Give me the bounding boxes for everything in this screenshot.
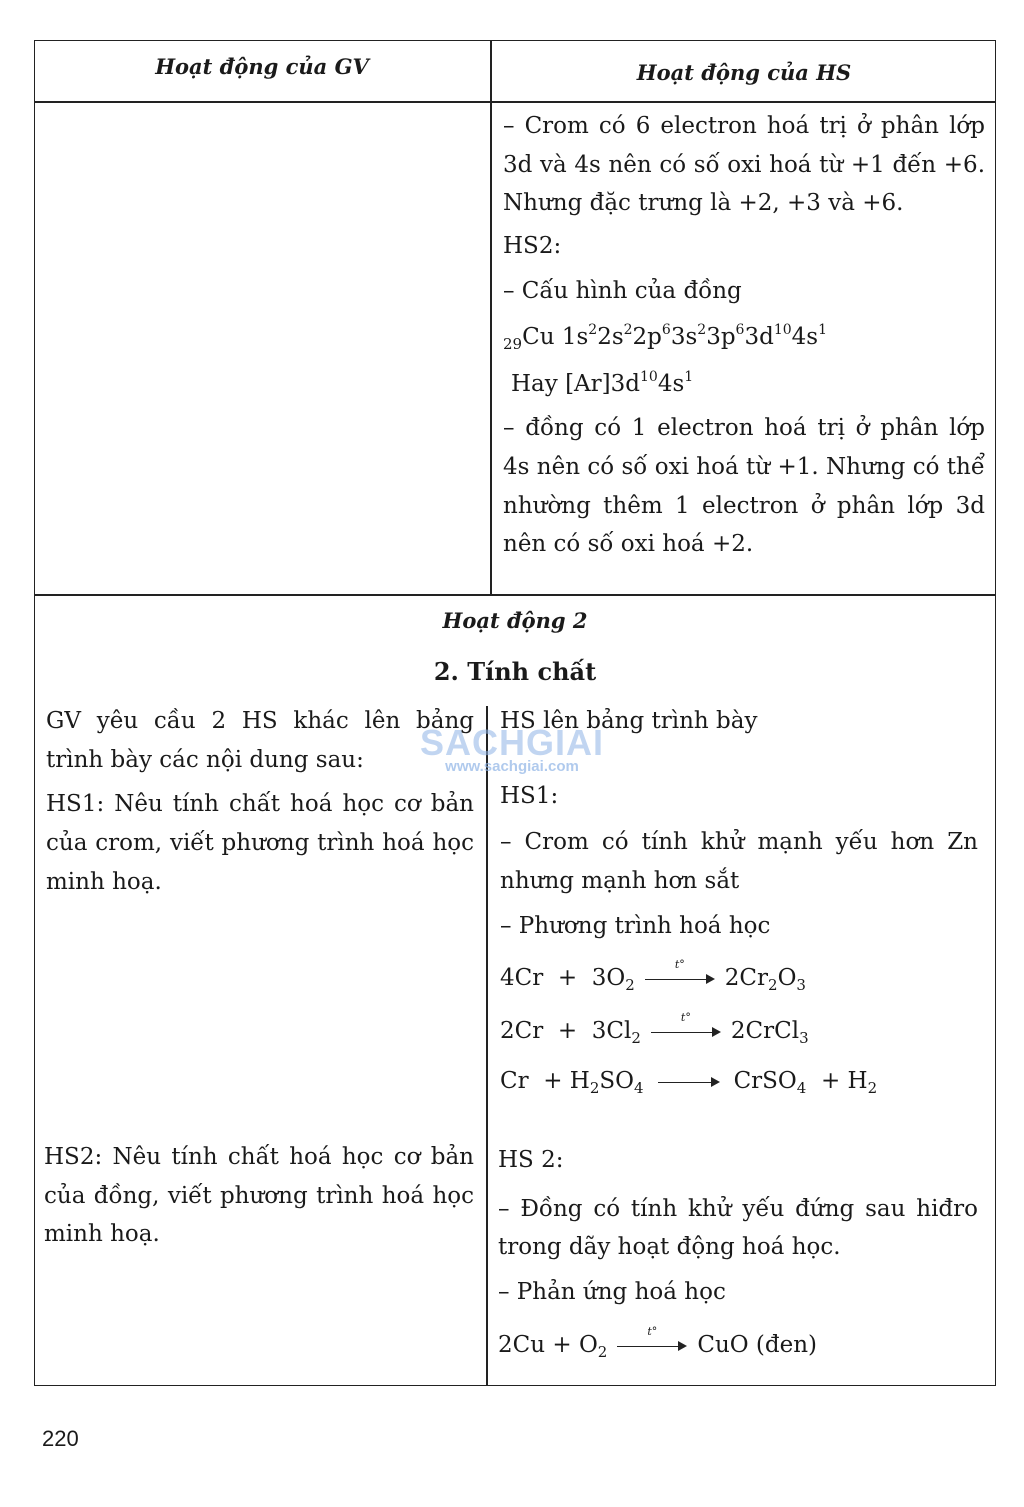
label-hs2: HS2: [503, 232, 562, 259]
electron-config-copper: $_{29}$Cu $1s^22s^22p^63s^23p^63d^{10}4s^1$ [503, 322, 828, 354]
section-title: 2. Tính chất [433, 657, 597, 686]
top-right-cell [503, 107, 985, 564]
equation-cr-o2: $4Cr + 3O_2$ t° $2Cr_2O_3$ [500, 958, 806, 995]
column-divider-bottom [486, 706, 488, 1386]
watermark-url: www.sachgiai.com [445, 758, 579, 775]
header-divider [34, 101, 996, 103]
reaction-arrow-icon: t° [645, 971, 715, 987]
right-paragraph-equations: – Phương trình hoá học [500, 912, 771, 939]
reaction-arrow-icon: t° [651, 1024, 721, 1040]
paragraph-copper-config: – Cấu hình của đồng [503, 277, 742, 304]
equation-cr-cl2: $2Cr + 3Cl_2$ t° 2CrCl$_3$ [500, 1010, 809, 1047]
bottom-right-cell-lower [498, 1141, 978, 1364]
electron-config-short: Hay $[Ar]3d^{10}4s^1$ [511, 368, 694, 397]
equation-cr-h2so4: $Cr + H_2SO_4$ CrSO$_4$ + $H_2$ [500, 1068, 878, 1098]
equation-cu-o2: $2Cu + O_2$ t° CuO (đen) [498, 1324, 818, 1361]
right-label-hs2: HS 2: [498, 1147, 564, 1173]
activity-heading: Hoạt động 2 [442, 608, 588, 633]
paragraph-copper-oxidation: – đồng có 1 electron hoá trị ở phân lớp 4s nên có số oxi hoá từ +1. Nhưng có thể nhường thêm 1 electron ở phân lớp 3d nên có số oxi hoá +2. [503, 415, 985, 558]
right-paragraph-crom-reducing: – Crom có tính khử mạnh yếu hơn Zn nhưng mạnh hơn sắt [500, 829, 978, 894]
left-cell-lower [44, 1138, 474, 1254]
bottom-right-cell [500, 702, 978, 1101]
right-label-hs1: HS1: [500, 782, 559, 809]
paragraph-crom-oxidation: – Crom có 6 electron hoá trị ở phân lớp 3d và 4s nên có số oxi hoá từ +1 đến +6. Nhưng đặc trưng là +2, +3 và +6. [503, 113, 985, 217]
left-paragraph-hs2: HS2: Nêu tính chất hoá học cơ bản của đồng, viết phương trình hoá học minh hoạ. [44, 1144, 474, 1248]
section-divider [34, 594, 996, 596]
page-number: 220 [42, 1426, 79, 1451]
column-divider-top [490, 40, 492, 595]
right-paragraph-copper-reducing: – Đồng có tính khử yếu đứng sau hiđro trong dãy hoạt động hoá học. [498, 1195, 978, 1261]
watermark-brand: SACHGIAI [419, 722, 604, 763]
left-paragraph-request: GV yêu cầu 2 HS khác lên bảng trình bày các nội dung sau: [46, 708, 474, 773]
left-cell [46, 702, 474, 901]
reaction-arrow-icon [658, 1074, 720, 1090]
right-paragraph-reaction: – Phản ứng hoá học [498, 1278, 726, 1305]
right-paragraph-present: HS lên bảng trình bày [500, 708, 758, 734]
header-gv: Hoạt động của GV [155, 54, 369, 79]
left-paragraph-hs1: HS1: Nêu tính chất hoá học cơ bản của crom, viết phương trình hoá học minh hoạ. [46, 791, 474, 895]
reaction-arrow-icon: t° [617, 1338, 687, 1354]
header-hs: Hoạt động của HS [636, 60, 852, 85]
